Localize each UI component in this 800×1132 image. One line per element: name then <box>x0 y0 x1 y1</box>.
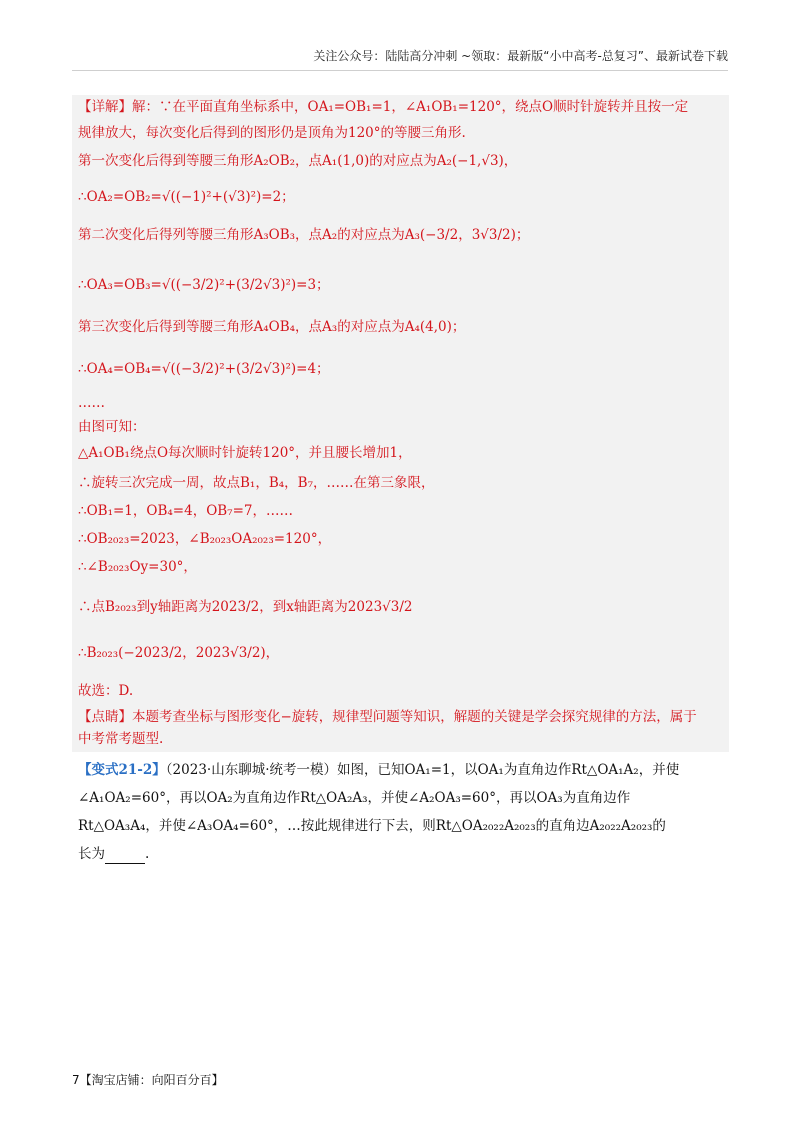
variant-line <box>78 844 149 864</box>
shop-label: 【淘宝店铺：向阳百分百】 <box>79 1073 224 1087</box>
solution-line: ∴OA₃=OB₃=√((−3/2)²+(3/2√3)²)=3； <box>78 277 330 293</box>
variant-text: 长为 <box>78 846 105 862</box>
solution-line: ∴B₂₀₂₃(−2023/2，2023√3/2)， <box>78 645 280 661</box>
solution-line: ∴点B₂₀₂₃到y轴距离为2023/2，到x轴距离为2023√3/2 <box>78 599 413 615</box>
page-number: 7 <box>72 1073 80 1087</box>
solution-line: …… <box>78 395 105 411</box>
variant-line: Rt△OA₃A₄，并使∠A₃OA₄=60°，…按此规律进行下去，则Rt△OA₂₀₂₂A₂₀₂₃的直角边A₂₀₂₂A₂₀₂₃的 <box>78 818 666 834</box>
variant-tag: 【变式21-2】 <box>78 762 166 778</box>
variant-tail: . <box>145 846 150 862</box>
solution-line: 【详解】解：∵在平面直角坐标系中，OA₁=OB₁=1，∠A₁OB₁=120°，绕点O顺时针旋转并且按一定 <box>78 99 689 115</box>
variant-line: ∠A₁OA₂=60°，再以OA₂为直角边作Rt△OA₂A₃，并使∠A₂OA₃=60°，再以OA₃为直角边作 <box>78 790 631 806</box>
solution-line: ∴OB₂₀₂₃=2023，∠B₂₀₂₃OA₂₀₂₃=120°， <box>78 531 332 547</box>
solution-line: 中考常考题型. <box>78 731 164 747</box>
answer-blank[interactable] <box>105 849 145 864</box>
header-divider <box>72 70 728 71</box>
solution-line: 第一次变化后得到等腰三角形A₂OB₂，点A₁(1,0)的对应点为A₂(−1,√3)， <box>78 153 518 169</box>
solution-block <box>72 95 729 752</box>
solution-line: 故选：D. <box>78 683 134 699</box>
solution-line: ∴旋转三次完成一周，故点B₁，B₄，B₇，……在第三象限， <box>78 475 435 491</box>
solution-line: 第二次变化后得列等腰三角形A₃OB₃，点A₂的对应点为A₃(−3/2，3√3/2)； <box>78 227 530 243</box>
variant-text: （2023·山东聊城·统考一模）如图，已知OA₁=1，以OA₁为直角边作Rt△OA₁A₂，并使 <box>165 762 680 778</box>
page-footer <box>72 1071 224 1088</box>
solution-line: 规律放大，每次变化后得到的图形仍是顶角为120°的等腰三角形. <box>78 125 466 141</box>
solution-line: ∴OA₄=OB₄=√((−3/2)²+(3/2√3)²)=4； <box>78 361 330 377</box>
variant-line <box>78 760 679 780</box>
solution-line: ∴∠B₂₀₂₃Oy=30°， <box>78 559 197 575</box>
solution-line: △A₁OB₁绕点O每次顺时针旋转120°，并且腰长增加1， <box>78 445 412 461</box>
solution-line: 由图可知： <box>78 419 146 435</box>
solution-line: ∴OB₁=1，OB₄=4，OB₇=7，…… <box>78 503 293 519</box>
page-header: 关注公众号：陆陆高分冲刺 ~领取：最新版“小中高考-总复习”、最新试卷下载 <box>313 49 728 63</box>
solution-line: 【点睛】本题考查坐标与图形变化−旋转，规律型问题等知识，解题的关键是学会探究规律的方法，属于 <box>78 709 697 725</box>
solution-line: ∴OA₂=OB₂=√((−1)²+(√3)²)=2； <box>78 189 295 205</box>
solution-line: 第三次变化后得到等腰三角形A₄OB₄，点A₃的对应点为A₄(4,0)； <box>78 319 466 335</box>
